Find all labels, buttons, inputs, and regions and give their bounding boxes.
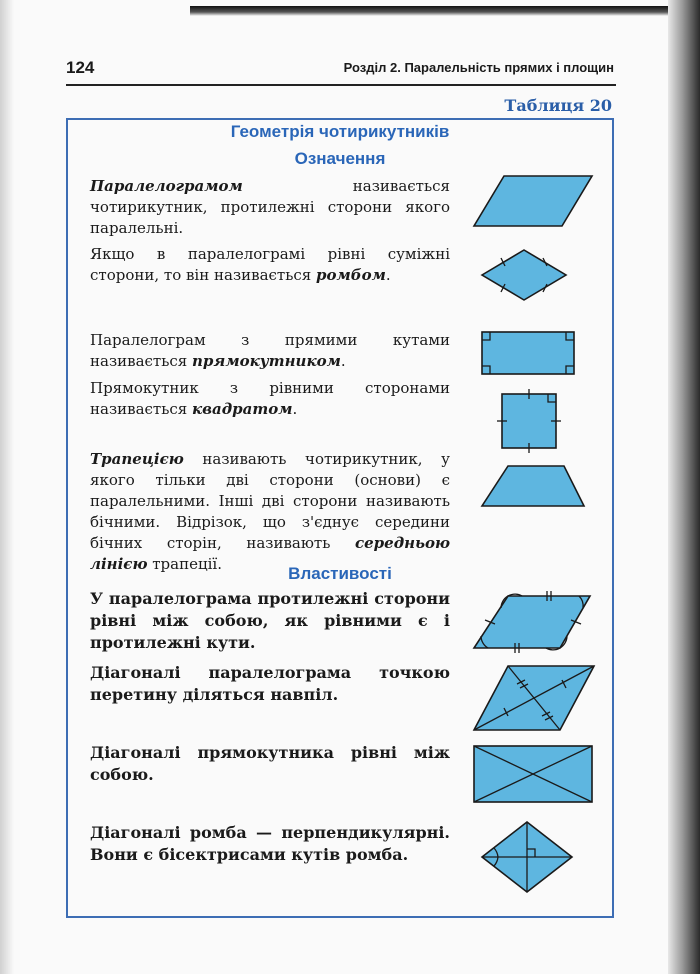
property-parallelogram-diagonals: [90, 662, 450, 706]
rectangle-text: Паралелограм з прямими кутами називається: [90, 331, 450, 370]
rhombus-term: ромбом: [316, 266, 386, 284]
trapezoid-figure: [468, 460, 598, 514]
midline-term: середньою лінією: [90, 534, 450, 573]
property-text: Діагоналі ромба — перпендикулярні. Вони є бісектрисами кутів ромба.: [90, 823, 450, 864]
rhombus-diagonals-figure: [468, 816, 598, 898]
rectangle-diagonals-figure: [468, 740, 598, 806]
definitions-heading: Означення: [294, 149, 386, 168]
header-rule: [66, 84, 616, 86]
property-text: Діагоналі прямокутника рівні між собою.: [90, 743, 450, 784]
rhombus-text-end: .: [385, 266, 391, 284]
square-text: Прямокутник з рівними сторонами називається: [90, 379, 450, 418]
parallelogram-text: називається чотирикутник, протилежні сторони якого паралельні.: [90, 177, 450, 237]
rectangle-term: прямокутником: [192, 352, 341, 370]
rhombus-text: Якщо в паралелограмі рівні суміжні сторони, то він називається: [90, 245, 450, 284]
page-number: 124: [66, 58, 95, 77]
parallelogram-definition: [90, 176, 450, 239]
page-edge-shadow: [668, 0, 700, 974]
parallelogram-figure: [468, 170, 598, 232]
rhombus-figure: [468, 244, 598, 306]
table-label: Таблиця 20: [504, 96, 612, 115]
chapter-title: Розділ 2. Паралельність прямих і площин: [343, 60, 614, 75]
property-text: Діагоналі паралелограма точкою перетину діляться навпіл.: [90, 663, 450, 704]
trapezoid-text: називають чотирикутник, у якого тільки дві сторони (основи) є паралельними. Інші дві сторони називають бічними. Відрізок, що з'єднує середини бічних сторін, називають: [90, 450, 450, 552]
parallelogram-diagonals-figure: [468, 660, 598, 736]
table-title: Геометрія чотирикутників: [230, 122, 450, 141]
rectangle-definition: [90, 330, 450, 372]
page-top-shadow: [190, 6, 670, 16]
rhombus-definition: [90, 244, 450, 286]
square-term: квадратом: [192, 400, 293, 418]
trapezoid-definition: [90, 449, 450, 575]
page-header: [66, 58, 614, 82]
page-gutter-shade: [0, 0, 14, 974]
trapezoid-text-end: трапеції.: [147, 555, 222, 573]
square-definition: [90, 378, 450, 420]
rectangle-text-end: .: [340, 352, 346, 370]
property-text: У паралелограма протилежні сторони рівні між собою, як рівними є і протилежні кути.: [90, 589, 450, 652]
square-text-end: .: [292, 400, 298, 418]
property-opposite-sides: [90, 588, 450, 654]
parallelogram-sides-angles-figure: [468, 590, 598, 656]
parallelogram-term: Паралелограмом: [90, 177, 243, 195]
properties-heading: Властивості: [288, 564, 392, 583]
rectangle-figure: [468, 326, 598, 378]
trapezoid-term: Трапецією: [90, 450, 184, 468]
property-rectangle-diagonals: [90, 742, 450, 786]
property-rhombus-diagonals: [90, 822, 450, 866]
square-figure: [468, 388, 598, 454]
